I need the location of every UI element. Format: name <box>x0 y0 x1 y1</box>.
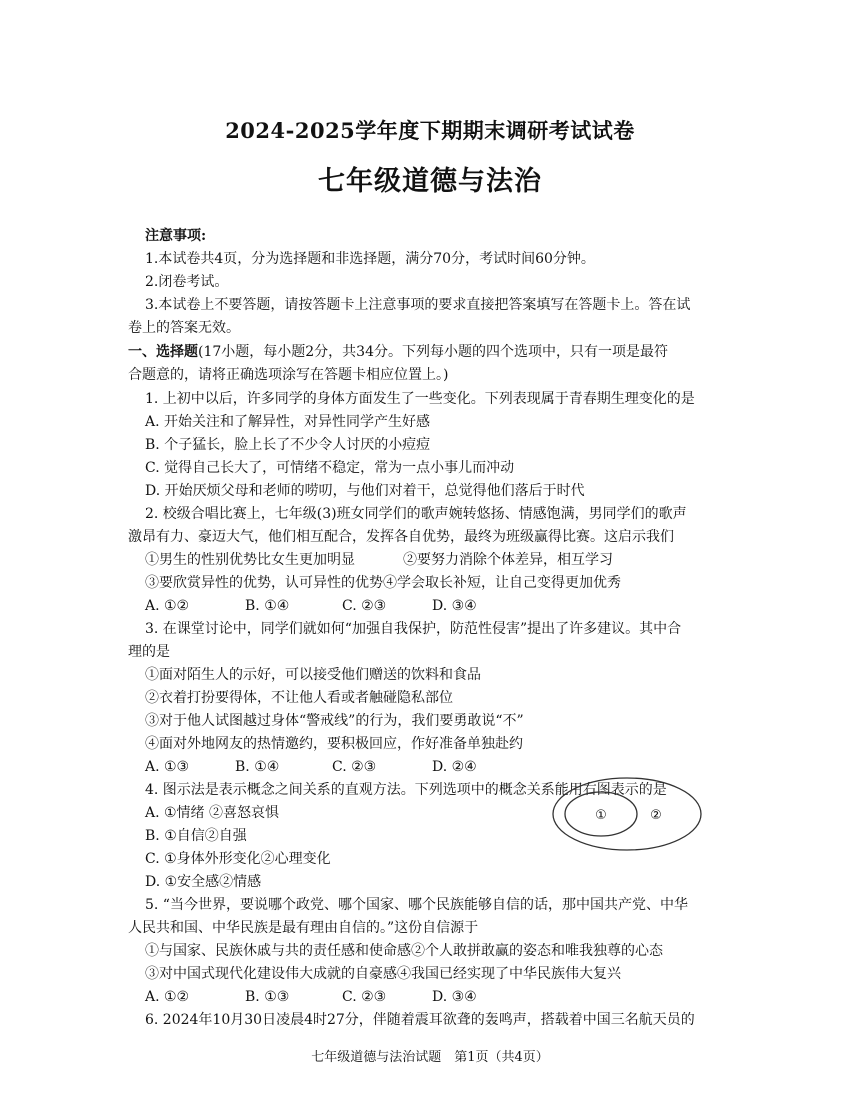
question-1-option-b: B. 个子猛长，脸上长了不少令人讨厌的小痘痘 <box>145 437 431 453</box>
question-2-stem-line-1: 2. 校级合唱比赛上，七年级(3)班女同学们的歌声婉转悠扬、情感饱满，男同学们的歌声 <box>145 506 687 522</box>
section-1-intro-line-1 <box>128 343 668 361</box>
question-3-statement-1: ①面对陌生人的示好，可以接受他们赠送的饮料和食品 <box>145 667 481 683</box>
question-3-option-b: B. ①④ <box>235 759 280 775</box>
question-5-statement-1-2: ①与国家、民族休戚与共的责任感和使命感②个人敢拼敢赢的姿态和唯我独尊的心态 <box>145 943 663 959</box>
section-1-intro: (17小题，每小题2分，共34分。下列每小题的四个选项中，只有一项是最符 <box>198 344 668 360</box>
question-5-option-d: D. ③④ <box>432 989 477 1005</box>
diagram-label-inner: ① <box>595 808 607 823</box>
question-2-option-b: B. ①④ <box>245 598 290 614</box>
exam-title: 2024-2025学年度下期期末调研考试试卷 <box>225 118 635 143</box>
question-5-stem-line-1: 5. “当今世界，要说哪个政党、哪个国家、哪个民族能够自信的话，那中国共产党、中华 <box>145 897 688 913</box>
note-item-1: 1.本试卷共4页，分为选择题和非选择题，满分70分，考试时间60分钟。 <box>145 251 595 267</box>
notes-heading: 注意事项: <box>145 228 207 244</box>
note-item-2: 2.闭卷考试。 <box>145 274 229 290</box>
question-2-option-c: C. ②③ <box>342 598 387 614</box>
question-2-statement-3-4: ③要欣赏异性的优势，认可异性的优势④学会取长补短，让自己变得更加优秀 <box>145 575 621 591</box>
outer-ellipse <box>553 778 701 850</box>
question-2-statement-1: ①男生的性别优势比女生更加明显 <box>145 552 355 568</box>
question-3-statement-2: ②衣着打扮要得体，不让他人看或者触碰隐私部位 <box>145 690 453 706</box>
concept-ellipse-diagram <box>551 776 703 852</box>
question-2-option-a: A. ①② <box>145 598 190 614</box>
question-3-stem-line-1: 3. 在课堂讨论中，同学们就如何“加强自我保护，防范性侵害”提出了许多建议。其中合 <box>145 621 682 637</box>
question-3-option-a: A. ①③ <box>145 759 190 775</box>
question-3-option-c: C. ②③ <box>332 759 377 775</box>
question-5-option-b: B. ①③ <box>245 989 290 1005</box>
question-5-option-c: C. ②③ <box>342 989 387 1005</box>
question-3-statement-3: ③对于他人试图越过身体“警戒线”的行为，我们要勇敢说“不” <box>145 713 524 729</box>
diagram-label-outer: ② <box>650 808 662 823</box>
page-footer: 七年级道德与法治试题 第1页（共4页） <box>311 1050 549 1065</box>
question-1-option-d: D. 开始厌烦父母和老师的唠叨，与他们对着干，总觉得他们落后于时代 <box>145 483 585 499</box>
question-4-option-c: C. ①身体外形变化②心理变化 <box>145 851 331 867</box>
question-2-stem-line-2: 激昂有力、豪迈大气，他们相互配合，发挥各自优势，最终为班级赢得比赛。这启示我们 <box>128 529 674 545</box>
question-4-stem: 4. 图示法是表示概念之间关系的直观方法。下列选项中的概念关系能用右图表示的是 <box>145 782 667 798</box>
note-item-3-line-2: 卷上的答案无效。 <box>128 320 240 336</box>
question-3-statement-4: ④面对外地网友的热情邀约，要积极回应，作好准备单独赴约 <box>145 736 523 752</box>
subject-title: 七年级道德与法治 <box>318 166 542 197</box>
question-1-option-a: A. 开始关注和了解异性，对异性同学产生好感 <box>145 414 431 430</box>
question-3-stem-line-2: 理的是 <box>128 644 170 660</box>
question-5-option-a: A. ①② <box>145 989 190 1005</box>
question-1-option-c: C. 觉得自己长大了，可情绪不稳定，常为一点小事儿而冲动 <box>145 460 515 476</box>
section-1-heading: 一、选择题 <box>128 344 198 360</box>
question-5-stem-line-2: 人民共和国、中华民族是最有理由自信的。”这份自信源于 <box>128 920 479 936</box>
section-1-intro-line-2: 合题意的，请将正确选项涂写在答题卡相应位置上。) <box>128 367 449 383</box>
question-2-statement-2: ②要努力消除个体差异，相互学习 <box>403 552 613 568</box>
note-item-3-line-1: 3.本试卷上不要答题，请按答题卡上注意事项的要求直接把答案填写在答题卡上。答在试 <box>145 297 691 313</box>
question-4-option-b: B. ①自信②自强 <box>145 828 247 844</box>
question-1-stem: 1. 上初中以后，许多同学的身体方面发生了一些变化。下列表现属于青春期生理变化的是 <box>145 391 695 407</box>
question-4-option-d: D. ①安全感②情感 <box>145 874 262 890</box>
question-3-option-d: D. ②④ <box>432 759 477 775</box>
question-2-option-d: D. ③④ <box>432 598 477 614</box>
question-5-statement-3-4: ③对中国式现代化建设伟大成就的自豪感④我国已经实现了中华民族伟大复兴 <box>145 966 621 982</box>
question-6-stem-visible: 6. 2024年10月30日凌晨4时27分，伴随着震耳欲聋的轰鸣声，搭载着中国三名航天员的 <box>145 1012 695 1028</box>
question-4-option-a: A. ①情绪 ②喜怒哀惧 <box>145 805 280 821</box>
